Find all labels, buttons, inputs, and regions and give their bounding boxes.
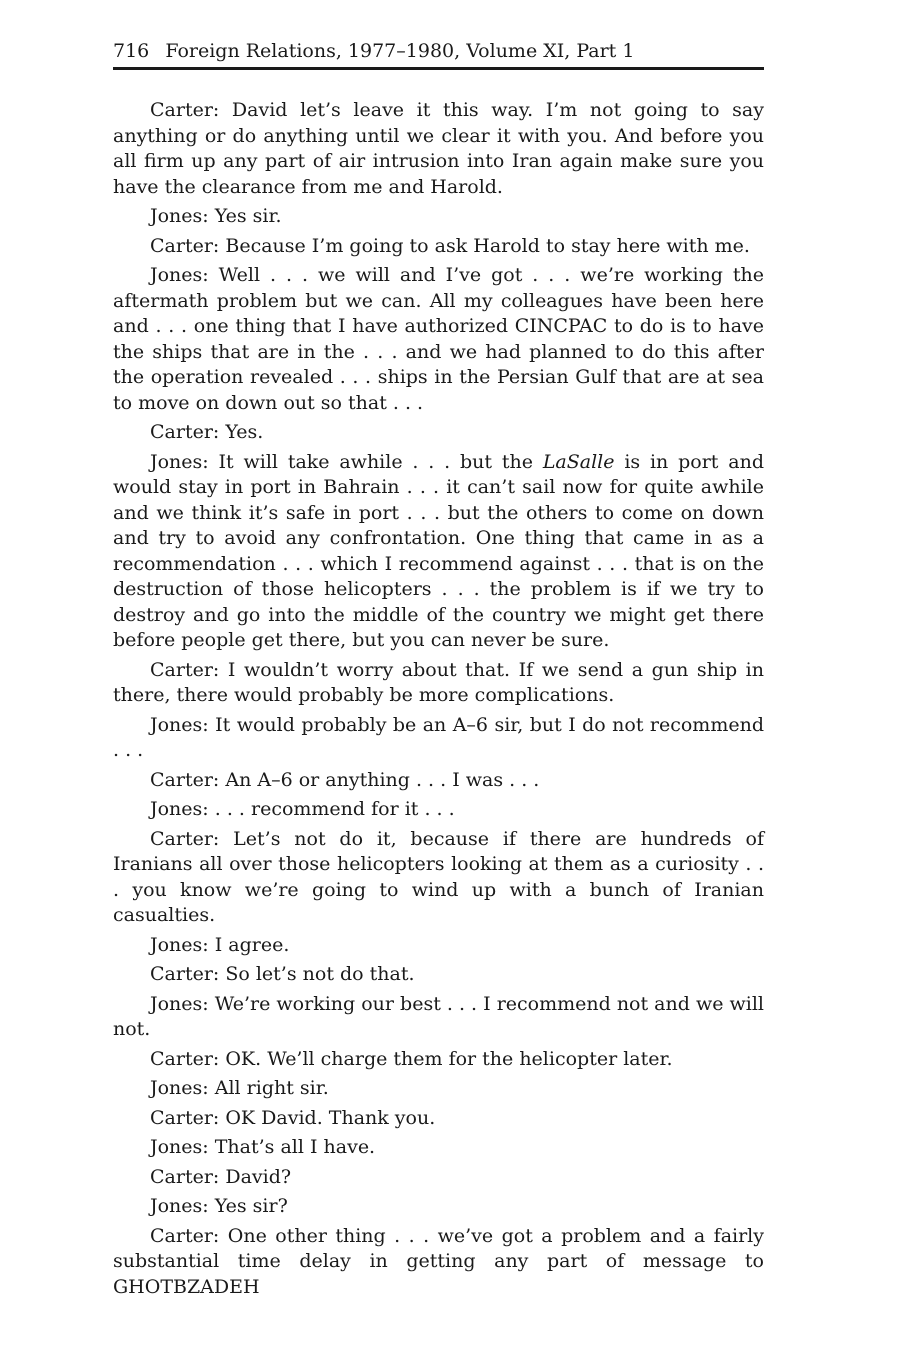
paragraph-text: I wouldn’t worry about that. If we send a gun ship in there, there would probably be more complications.	[113, 658, 764, 706]
paragraph	[113, 1224, 764, 1301]
paragraph	[113, 1047, 764, 1073]
speaker-label: Carter:	[150, 99, 220, 121]
speaker-label: Carter:	[150, 1165, 220, 1188]
paragraph	[113, 1106, 764, 1132]
speaker-label: Carter:	[150, 827, 220, 850]
transcript-body	[113, 98, 764, 1304]
paragraph	[113, 204, 764, 230]
page-header	[113, 38, 764, 70]
paragraph-text: David?	[225, 1165, 292, 1188]
paragraph	[113, 1076, 764, 1102]
paragraph-text: Yes sir.	[214, 205, 282, 227]
paragraph	[113, 263, 764, 416]
paragraph-text: Yes sir?	[214, 1195, 288, 1217]
paragraph	[113, 234, 764, 260]
speaker-label: Carter:	[150, 768, 220, 791]
paragraph-text: One other thing . . . we’ve got a problem and a fairly substantial time delay in getting any part of message to GHOTBZADEH	[113, 1224, 764, 1298]
speaker-label: Jones:	[150, 205, 209, 227]
paragraph-text: David let’s leave it this way. I’m not going to say anything or do anything until we clear it with you. And before you all firm up any part of air intrusion into Iran again make sure you have the clearance from me and Harold.	[113, 99, 764, 198]
speaker-label: Carter:	[150, 234, 220, 257]
speaker-label: Carter:	[150, 658, 220, 681]
speaker-label: Jones:	[150, 450, 209, 473]
paragraph-text: . . . recommend for it . . .	[214, 798, 455, 820]
speaker-label: Carter:	[150, 421, 220, 443]
running-title: Foreign Relations, 1977–1980, Volume XI, Part 1	[165, 40, 635, 62]
paragraph-text: We’re working our best . . . I recommend not and we will not.	[113, 992, 765, 1040]
paragraph-text: Because I’m going to ask Harold to stay here with me.	[225, 234, 750, 257]
speaker-label: Jones:	[150, 1077, 209, 1099]
speaker-label: Carter:	[150, 1224, 220, 1247]
paragraph-text: is in port and would stay in port in Bahrain . . . it can’t sail now for quite awhile and we think it’s safe in port . . . but the others to come on down and try to avoid any confrontation. One thing that came in as a recommendation . . . which I recommend against . . . that is on the destruction of those helicopters . . . the problem is if we try to destroy and go into the middle of the country we might get there before people get there, but you can never be sure.	[113, 450, 764, 651]
paragraph	[113, 827, 764, 929]
speaker-label: Carter:	[150, 963, 220, 985]
paragraph	[113, 1165, 764, 1191]
paragraph-text: Well . . . we will and I’ve got . . . we’re working the aftermath problem but we can. All my colleagues have been here and . . . one thing that I have authorized CINCPAC to do is to have the ships that are in the . . . and we had planned to do this after the operation revealed . . . ships in the Persian Gulf that are at sea to move on down out so that . . .	[113, 264, 764, 414]
paragraph	[113, 1194, 764, 1220]
paragraph	[113, 797, 764, 823]
page-number: 716	[113, 40, 150, 62]
paragraph-text: It will take awhile . . . but the	[218, 450, 533, 473]
speaker-label: Carter:	[150, 1047, 220, 1070]
paragraph-text: That’s all I have.	[214, 1136, 376, 1158]
paragraph	[113, 962, 764, 988]
paragraph	[113, 1135, 764, 1161]
speaker-label: Jones:	[150, 1136, 209, 1158]
speaker-label: Carter:	[150, 1106, 220, 1129]
paragraph	[113, 768, 764, 794]
paragraph-text: An A–6 or anything . . . I was . . .	[225, 768, 540, 791]
paragraph-text: I agree.	[214, 933, 290, 956]
paragraph	[113, 98, 764, 200]
speaker-label: Jones:	[150, 713, 209, 736]
paragraph	[113, 420, 764, 446]
speaker-label: Jones:	[150, 798, 209, 820]
paragraph-text: All right sir.	[214, 1077, 329, 1099]
paragraph	[113, 713, 764, 764]
speaker-label: Jones:	[150, 992, 209, 1015]
paragraph-text: OK David. Thank you.	[225, 1106, 436, 1129]
speaker-label: Jones:	[150, 933, 209, 956]
paragraph	[113, 450, 764, 654]
ship-name: LaSalle	[542, 450, 615, 473]
paragraph-text: It would probably be an A–6 sir, but I do not recommend . . .	[113, 713, 764, 761]
speaker-label: Jones:	[150, 1195, 209, 1217]
speaker-label: Jones:	[150, 264, 209, 286]
paragraph-text: Yes.	[225, 421, 264, 443]
paragraph-text: Let’s not do it, because if there are hundreds of Iranians all over those helicopters looking at them as a curiosity . . . you know we’re going to wind up with a bunch of Iranian casualties.	[113, 827, 764, 926]
paragraph-text: So let’s not do that.	[225, 963, 415, 985]
paragraph-text: OK. We’ll charge them for the helicopter later.	[225, 1047, 673, 1070]
paragraph	[113, 658, 764, 709]
paragraph	[113, 933, 764, 959]
paragraph	[113, 992, 764, 1043]
